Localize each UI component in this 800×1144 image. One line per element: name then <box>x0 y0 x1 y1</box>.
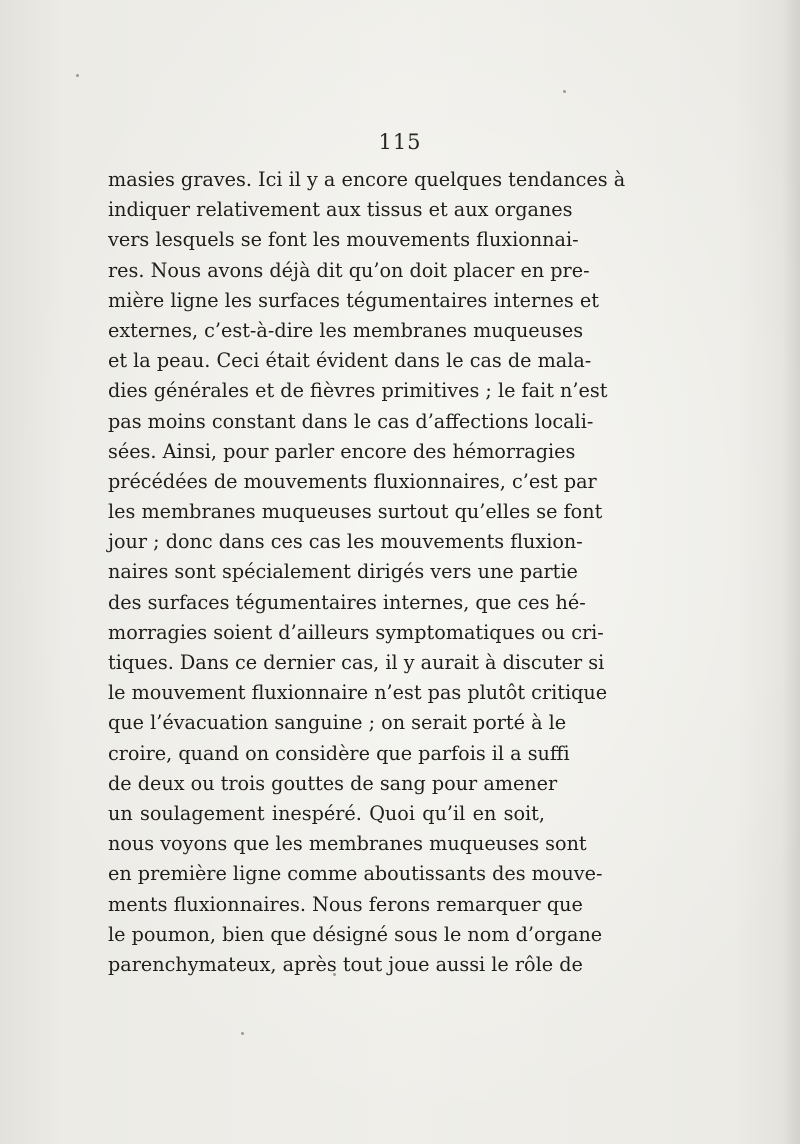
text-line: de deux ou trois gouttes de sang pour amener <box>108 771 558 795</box>
page-number: 115 <box>378 130 422 154</box>
text-line: parenchymateux, après tout joue aussi le rôle de <box>108 952 583 976</box>
text-line: masies graves. Ici il y a encore quelques tendances à <box>108 168 626 191</box>
text-line: les membranes muqueuses surtout qu’elles se font <box>108 500 603 524</box>
text-line: tiques. Dans ce dernier cas, il y aurait à discuter si <box>108 651 605 674</box>
paper-speck <box>76 74 79 77</box>
text-line: un soulagement inespéré. Quoi qu’il en soit, <box>108 801 545 825</box>
paper-speck <box>241 1032 244 1035</box>
text-line: res. Nous avons déjà dit qu’on doit placer en pre- <box>108 258 590 282</box>
text-line: croire, quand on considère que parfois il a suffi <box>108 741 570 765</box>
text-line: précédées de mouvements fluxionnaires, c’est par <box>108 469 597 493</box>
text-line: le mouvement fluxionnaire n’est pas plutôt critique <box>108 681 608 705</box>
text-line: nous voyons que les membranes muqueuses sont <box>108 832 587 856</box>
text-line: mière ligne les surfaces tégumentaires internes et <box>108 288 599 312</box>
text-line: indiquer relativement aux tissus et aux organes <box>108 198 573 222</box>
text-line: jour ; donc dans ces cas les mouvements fluxion- <box>108 530 583 554</box>
text-line: que l’évacuation sanguine ; on serait porté à le <box>108 711 567 735</box>
text-line: morragies soient d’ailleurs symptomatiques ou cri- <box>108 620 604 644</box>
page-edge-shadow <box>782 0 800 1144</box>
paper-speck <box>563 90 566 93</box>
text-line: pas moins constant dans le cas d’affections locali- <box>108 409 594 433</box>
text-line: naires sont spécialement dirigés vers une partie <box>108 560 578 584</box>
text-line: sées. Ainsi, pour parler encore des hémorragies <box>108 439 576 463</box>
text-line: et la peau. Ceci était évident dans le cas de mala- <box>108 349 592 373</box>
text-line: des surfaces tégumentaires internes, que ces hé- <box>108 590 586 614</box>
body-text <box>108 165 626 980</box>
text-line: dies générales et de fièvres primitives ; le fait n’est <box>108 379 608 403</box>
text-line: en première ligne comme aboutissants des mouve- <box>108 862 603 886</box>
text-line: ments fluxionnaires. Nous ferons remarquer que <box>108 892 583 916</box>
text-line: vers lesquels se font les mouvements fluxionnai- <box>108 228 579 252</box>
text-line: externes, c’est-à-dire les membranes muqueuses <box>108 318 584 342</box>
text-line: le poumon, bien que désigné sous le nom d’organe <box>108 922 603 946</box>
